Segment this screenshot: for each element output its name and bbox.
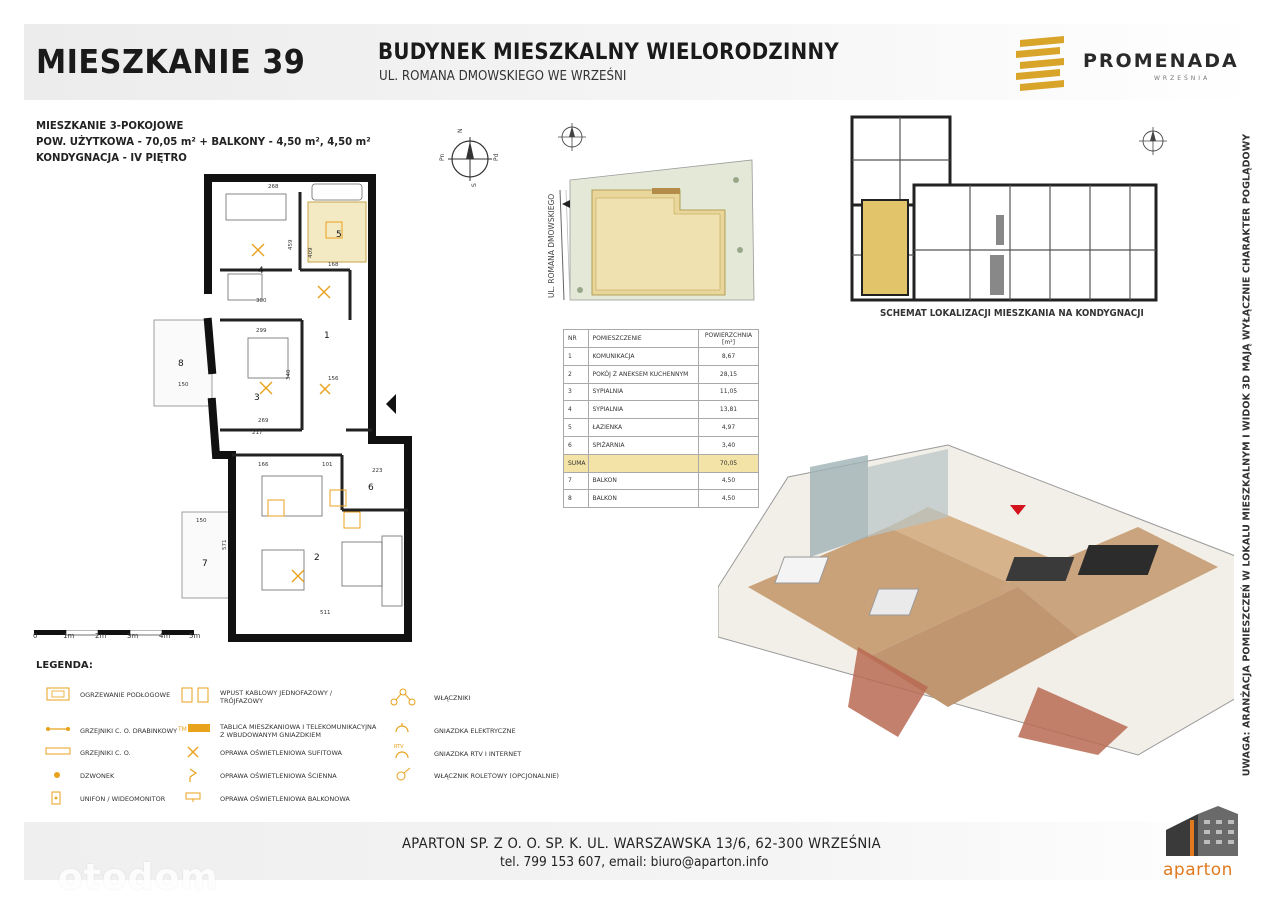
switches-icon (388, 684, 418, 708)
svg-text:166: 166 (258, 462, 269, 468)
underfloor-heating-icon (44, 686, 72, 702)
site-plan (540, 150, 770, 310)
legend-item: WŁĄCZNIK ROLETOWY (OPCJONALNIE) (434, 772, 559, 780)
table-row: 3 SYPIALNIA 11,05 (564, 383, 759, 401)
svg-text:340: 340 (286, 369, 292, 380)
legend-item: GRZEJNIKI C. O. (80, 749, 131, 757)
apartment-3d-render (718, 437, 1234, 757)
scale-label: 2m (95, 632, 107, 640)
disclaimer-vertical (1241, 133, 1253, 777)
svg-text:511: 511 (320, 610, 331, 616)
cable-outlet-icon (180, 686, 212, 704)
entrance-arrow-icon (386, 394, 396, 414)
table-row: 5 ŁAZIENKA 4,97 (564, 419, 759, 437)
compass-rose-icon (438, 125, 502, 191)
disclaimer-text: UWAGA: ARANŻACJA POMIESZCZEŃ W LOKALU MIESZKALNYM I WIDOK 3D MAJĄ WYŁĄCZNIE CHARAKTER POGLĄDOWY (1241, 133, 1253, 777)
doorbell-icon (52, 770, 62, 780)
svg-text:300: 300 (256, 298, 267, 304)
roller-switch-icon (394, 766, 414, 782)
key-plan-caption: SCHEMAT LOKALIZACJI MIESZKANIA NA KONDYGNACJI (880, 308, 1144, 319)
electrical-socket-icon (392, 722, 416, 736)
aparton-brand-name: aparton (1163, 860, 1233, 880)
scale-label: 1m (63, 632, 75, 640)
svg-text:101: 101 (322, 462, 333, 468)
svg-text:RTV: RTV (394, 744, 404, 750)
apartment-title: MIESZKANIE 39 (36, 42, 306, 81)
legend-item: WPUST KABLOWY JEDNOFAZOWY / TRÓJFAZOWY (220, 689, 333, 705)
info-floor: KONDYGNACJA - IV PIĘTRO (36, 151, 187, 164)
legend-title: LEGENDA: (36, 660, 93, 671)
footer-contact: tel. 799 153 607, email: biuro@aparton.info (500, 855, 769, 870)
legend-item: GRZEJNIKI C. O. DRABINKOWY (80, 727, 178, 735)
compass-e: Pd (493, 153, 500, 161)
table-row: 7 BALKON 4,50 (564, 472, 759, 490)
compass-s: S (471, 183, 478, 187)
svg-text:269: 269 (258, 418, 269, 424)
info-area: POW. UŻYTKOWA - 70,05 m² + BALKONY - 4,50 m², 4,50 m² (36, 135, 371, 148)
room-number-5: 5 (336, 230, 342, 240)
svg-text:168: 168 (328, 262, 339, 268)
promenada-logo-icon (1012, 36, 1072, 92)
svg-text:TM: TM (178, 726, 187, 733)
svg-text:223: 223 (372, 468, 383, 474)
table-row: 2 POKÓJ Z ANEKSEM KUCHENNYM 28,15 (564, 365, 759, 383)
building-title: BUDYNEK MIESZKALNY WIELORODZINNY (378, 40, 839, 65)
ceiling-light-icon (186, 745, 200, 759)
info-rooms: MIESZKANIE 3-POKOJOWE (36, 119, 184, 132)
room-number-3: 3 (254, 393, 260, 403)
legend-item: OPRAWA OŚWIETLENIOWA BALKONOWA (220, 795, 350, 803)
room-number-8: 8 (178, 359, 184, 369)
legend-item: TABLICA MIESZKANIOWA I TELEKOMUNIKACYJNA Z WBUDOWANYM GNIAZDKIEM (220, 723, 377, 739)
svg-text:217: 217 (252, 430, 263, 436)
legend-item: OPRAWA OŚWIETLENIOWA ŚCIENNA (220, 772, 337, 780)
scale-label: 5m (189, 632, 201, 640)
table-sum-row: SUMA 70,05 (564, 454, 759, 472)
room-number-6: 6 (368, 483, 374, 493)
table-row: 4 SYPIALNIA 13,81 (564, 401, 759, 419)
brand-name: PROMENADA (1083, 50, 1239, 72)
svg-text:150: 150 (196, 518, 207, 524)
site-compass-icon (556, 120, 588, 154)
legend-item: OGRZEWANIE PODŁOGOWE (80, 691, 171, 699)
ladder-radiator-icon (44, 724, 72, 734)
legend-item: WŁĄCZNIKI (434, 694, 471, 702)
table-row: 6 SPIŻARNIA 3,40 (564, 436, 759, 454)
balcony-7 (182, 512, 232, 598)
table-row: 8 BALKON 4,50 (564, 490, 759, 508)
svg-text:268: 268 (268, 184, 279, 190)
table-row: 1 KOMUNIKACJA 8,67 (564, 348, 759, 366)
wall-light-icon (186, 767, 200, 783)
legend-item: GNIAZDKA ELEKTRYCZNE (434, 727, 516, 735)
svg-text:150: 150 (178, 382, 189, 388)
svg-text:571: 571 (222, 539, 228, 550)
aparton-logo-icon (1160, 800, 1242, 858)
svg-text:299: 299 (256, 328, 267, 334)
apartment-info (36, 118, 400, 166)
intercom-icon (50, 791, 62, 805)
svg-text:459: 459 (288, 239, 294, 250)
svg-text:156: 156 (328, 376, 339, 382)
compass-n: N (457, 128, 464, 133)
building-address: UL. ROMANA DMOWSKIEGO WE WRZEŚNI (379, 68, 627, 84)
distribution-board-icon (178, 722, 212, 734)
street-label: UL. ROMANA DMOWSKIEGO (547, 193, 556, 298)
floor-key-plan (840, 105, 1170, 305)
room-number-1: 1 (324, 331, 330, 341)
watermark: otodom (58, 857, 219, 898)
scale-label: 3m (127, 632, 139, 640)
balcony-light-icon (184, 791, 202, 803)
radiator-icon (44, 746, 72, 756)
room-number-4: 4 (258, 266, 264, 276)
table-header: NR POMIESZCZENIE POWIERZCHNIA [m²] (564, 330, 759, 348)
room-number-2: 2 (314, 553, 320, 563)
legend-item: OPRAWA OŚWIETLENIOWA SUFITOWA (220, 749, 342, 757)
apartment-location-highlight (862, 200, 908, 295)
scale-bar (34, 630, 204, 636)
compass-w: Pn (439, 153, 446, 161)
room-number-7: 7 (202, 559, 208, 569)
legend-item: UNIFON / WIDEOMONITOR (80, 795, 166, 803)
brand-subtitle: WRZEŚNIA (1154, 75, 1211, 82)
legend-item: DZWONEK (80, 772, 115, 780)
key-compass-icon (1136, 124, 1170, 158)
footer-company-address: APARTON SP. Z O. O. SP. K. UL. WARSZAWSKA 13/6, 62-300 WRZEŚNIA (402, 836, 881, 852)
svg-text:409: 409 (308, 247, 314, 258)
scale-label: 4m (159, 632, 171, 640)
floor-plan (30, 170, 430, 652)
legend-item: GNIAZDKA RTV I INTERNET (434, 750, 522, 758)
scale-label: 0 (33, 632, 38, 640)
tv-internet-socket-icon (392, 742, 416, 760)
